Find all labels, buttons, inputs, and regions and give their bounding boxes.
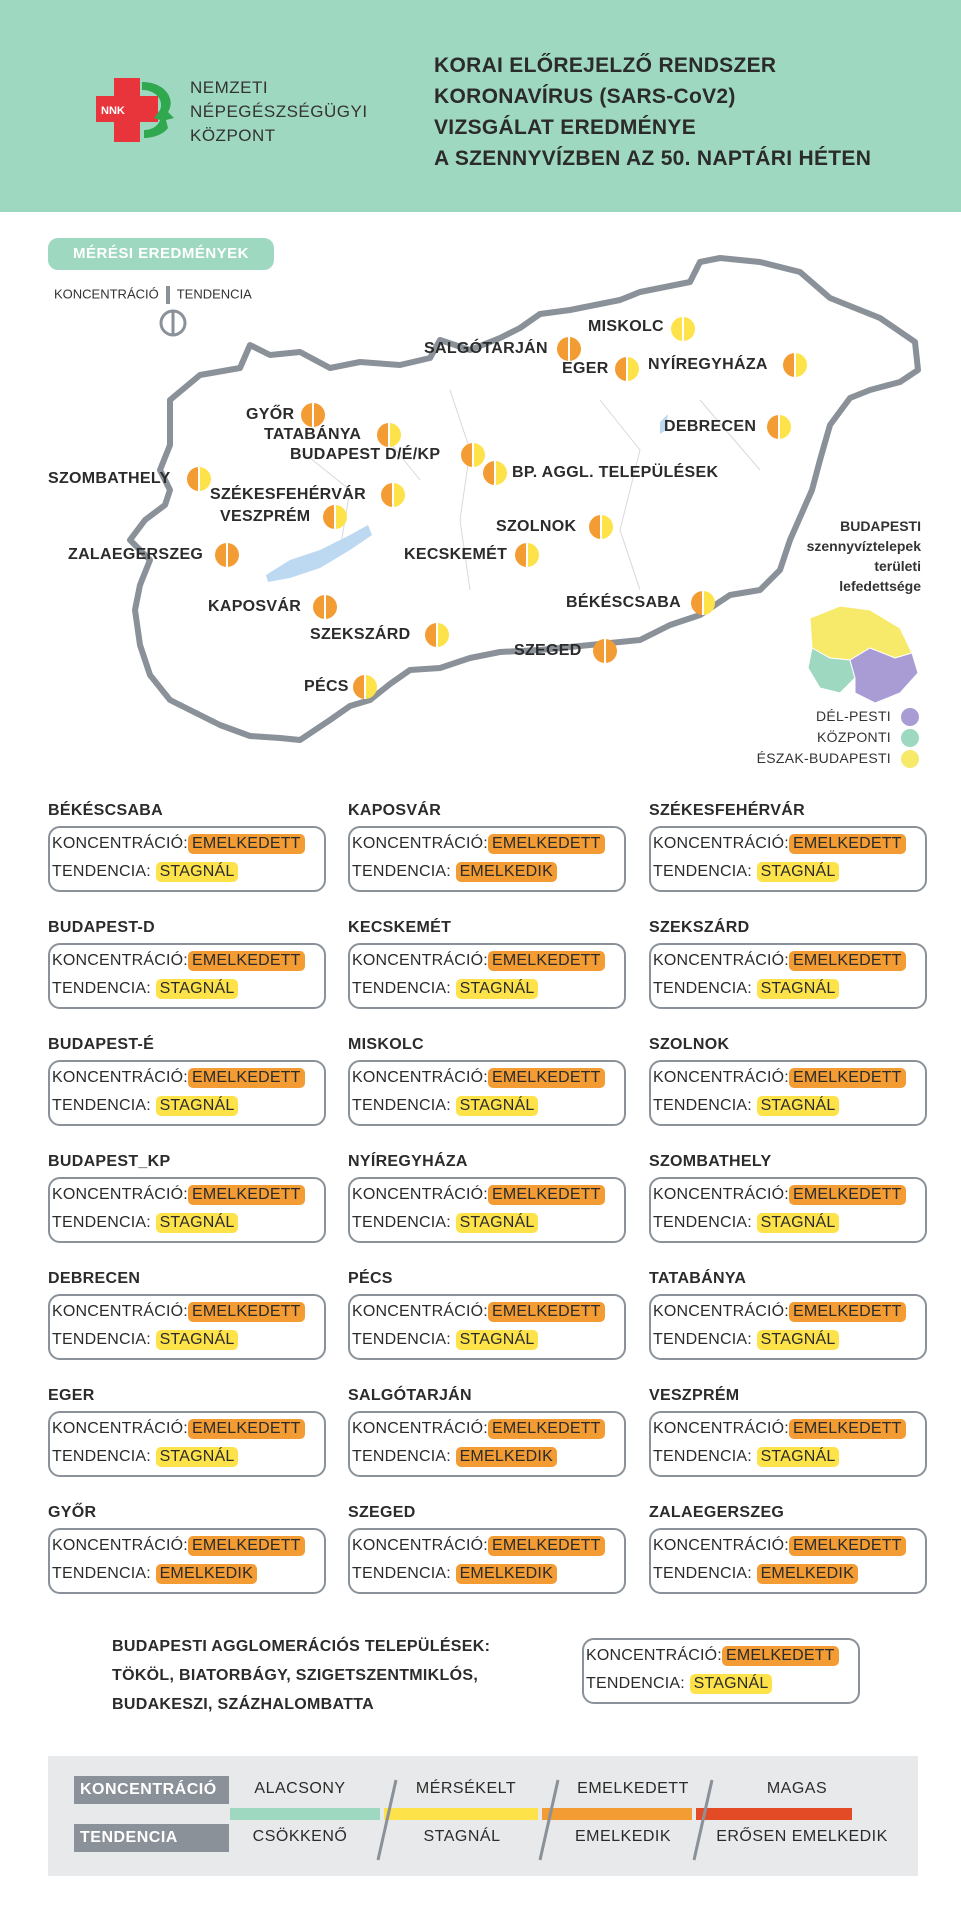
concentration-label: KONCENTRÁCIÓ:: [52, 1537, 188, 1554]
bp-title-line: területi: [874, 558, 921, 574]
aggl-line: BUDAPESTI AGGLOMERÁCIÓS TELEPÜLÉSEK:: [112, 1638, 491, 1655]
city-result-card: [48, 1177, 326, 1243]
concentration-row: [52, 834, 305, 854]
concentration-label: KONCENTRÁCIÓ:: [352, 1303, 488, 1320]
agglomeration-settlements: [112, 1632, 490, 1719]
concentration-row: [352, 1068, 605, 1088]
card-city-title: PÉCS: [348, 1270, 393, 1287]
tendency-row: [653, 1564, 858, 1584]
tendency-label: TENDENCIA:: [653, 1097, 752, 1114]
city-result-card: [48, 1528, 326, 1594]
aggl-line: TÖKÖL, BIATORBÁGY, SZIGETSZENTMIKLÓS,: [112, 1667, 479, 1684]
tendency-label: TENDENCIA:: [352, 1331, 451, 1348]
agglomeration-card: [582, 1638, 860, 1704]
org-line: KÖZPONT: [190, 126, 276, 145]
tendency-label: TENDENCIA:: [52, 980, 151, 997]
city-result-card: [48, 1294, 326, 1360]
map-city-label: KAPOSVÁR: [208, 598, 302, 615]
map-status-dot-icon: [690, 590, 716, 616]
concentration-value: EMELKEDETT: [188, 1419, 305, 1439]
concentration-value: EMELKEDETT: [789, 834, 906, 854]
tendency-label: TENDENCIA:: [352, 863, 451, 880]
map-status-dot-icon: [352, 674, 378, 700]
map-city-label: ZALAEGERSZEG: [68, 546, 204, 563]
org-line: NÉPEGÉSZSÉGÜGYI: [190, 102, 368, 121]
concentration-row: [653, 834, 906, 854]
tendency-row: [586, 1674, 772, 1694]
tendency-label: TENDENCIA:: [653, 863, 752, 880]
tendency-label: TENDENCIA:: [653, 1331, 752, 1348]
tendency-value: STAGNÁL: [757, 862, 840, 882]
city-result-card: [649, 1294, 927, 1360]
tendency-value: STAGNÁL: [456, 1330, 539, 1350]
concentration-row: [52, 951, 305, 971]
map-status-dot-icon: [588, 514, 614, 540]
concentration-label: KONCENTRÁCIÓ:: [52, 1420, 188, 1437]
city-result-card: [348, 826, 626, 892]
budapest-coverage-title: [807, 516, 921, 596]
scale-tendency-decreasing: CSÖKKENŐ: [252, 1828, 348, 1845]
tendency-row: [52, 979, 238, 999]
scale-concentration-label: KONCENTRÁCIÓ: [74, 1776, 229, 1804]
concentration-label: KONCENTRÁCIÓ:: [352, 1186, 488, 1203]
district-label: KÖZPONTI: [817, 729, 891, 745]
concentration-label: KONCENTRÁCIÓ:: [52, 1186, 188, 1203]
concentration-label: KONCENTRÁCIÓ:: [586, 1647, 722, 1664]
city-result-card: [348, 1060, 626, 1126]
city-result-card: [348, 1528, 626, 1594]
tendency-row: [653, 862, 839, 882]
tendency-value: STAGNÁL: [456, 979, 539, 999]
tendency-label: TENDENCIA:: [52, 863, 151, 880]
tendency-label: TENDENCIA:: [653, 1448, 752, 1465]
tendency-row: [653, 1096, 839, 1116]
map-city-label: SZEKSZÁRD: [310, 626, 411, 643]
tendency-row: [352, 979, 538, 999]
tendency-row: [52, 1213, 238, 1233]
title-line: KORONAVÍRUS (SARS-CoV2): [434, 85, 736, 108]
map-city-label: MISKOLC: [588, 318, 664, 335]
district-label: ÉSZAK-BUDAPESTI: [756, 750, 891, 766]
scale-dividers: [48, 1756, 918, 1876]
card-city-title: BÉKÉSCSABA: [48, 802, 164, 819]
map-status-dot-icon: [214, 542, 240, 568]
card-city-title: EGER: [48, 1387, 95, 1404]
tendency-label: TENDENCIA:: [352, 1448, 451, 1465]
city-result-card: [649, 1177, 927, 1243]
tendency-value: EMELKEDIK: [456, 862, 557, 882]
map-status-dot-icon: [670, 316, 696, 342]
concentration-label: KONCENTRÁCIÓ:: [352, 835, 488, 852]
concentration-label: KONCENTRÁCIÓ:: [52, 835, 188, 852]
card-city-title: SZEKSZÁRD: [649, 919, 750, 936]
map-city-label: BÉKÉSCSABA: [566, 594, 682, 611]
city-result-card: [348, 1177, 626, 1243]
tendency-label: TENDENCIA:: [352, 980, 451, 997]
concentration-value: EMELKEDETT: [488, 1536, 605, 1556]
tendency-row: [352, 1213, 538, 1233]
concentration-label: KONCENTRÁCIÓ:: [653, 952, 789, 969]
card-city-title: KECSKEMÉT: [348, 919, 452, 936]
organization-name: [190, 76, 368, 148]
map-city-label: SZOMBATHELY: [48, 470, 171, 487]
map-status-dot-icon: [782, 352, 808, 378]
scale-level-moderate: MÉRSÉKELT: [415, 1780, 517, 1797]
card-city-title: TATABÁNYA: [649, 1270, 747, 1287]
card-city-title: SALGÓTARJÁN: [348, 1387, 472, 1404]
tendency-row: [653, 1213, 839, 1233]
tendency-value: STAGNÁL: [156, 979, 239, 999]
map-status-dot-icon: [322, 504, 348, 530]
tendency-value: EMELKEDIK: [757, 1564, 858, 1584]
balaton-lake: [266, 525, 372, 582]
map-city-label: GYŐR: [246, 406, 295, 423]
concentration-label: KONCENTRÁCIÓ:: [653, 1420, 789, 1437]
tendency-label: TENDENCIA:: [352, 1214, 451, 1231]
scale-tendency-label: TENDENCIA: [74, 1824, 229, 1852]
scale-tendency-increasing: EMELKEDIK: [574, 1828, 672, 1845]
tendency-row: [352, 1564, 557, 1584]
concentration-value: EMELKEDETT: [789, 1068, 906, 1088]
concentration-label: KONCENTRÁCIÓ:: [653, 1303, 789, 1320]
concentration-value: EMELKEDETT: [789, 951, 906, 971]
concentration-row: [653, 1185, 906, 1205]
scale-level-elevated: EMELKEDETT: [577, 1780, 689, 1797]
map-status-dot-icon: [186, 466, 212, 492]
map-status-dot-icon: [380, 482, 406, 508]
city-result-card: [348, 1294, 626, 1360]
legend-separator: [166, 286, 170, 304]
bp-title-line: BUDAPESTI: [840, 518, 921, 534]
concentration-row: [653, 1302, 906, 1322]
legend-tendency-label: TENDENCIA: [176, 286, 252, 302]
title-line: KORAI ELŐREJELZŐ RENDSZER: [434, 54, 777, 77]
district-label: DÉL-PESTI: [815, 708, 891, 724]
concentration-value: EMELKEDETT: [188, 834, 305, 854]
concentration-row: [52, 1185, 305, 1205]
map-city-label: BUDAPEST D/É/KP: [290, 446, 441, 463]
card-city-title: SZOLNOK: [649, 1036, 730, 1053]
tendency-row: [653, 979, 839, 999]
city-result-card: [649, 943, 927, 1009]
concentration-label: KONCENTRÁCIÓ:: [653, 1069, 789, 1086]
map-city-label: DEBRECEN: [664, 418, 757, 435]
concentration-value: EMELKEDETT: [188, 1302, 305, 1322]
concentration-value: EMELKEDETT: [488, 1419, 605, 1439]
aggl-line: BUDAKESZI, SZÁZHALOMBATTA: [112, 1696, 374, 1713]
concentration-row: [352, 951, 605, 971]
scale-level-low: ALACSONY: [254, 1780, 346, 1797]
concentration-row: [352, 1302, 605, 1322]
card-city-title: BUDAPEST-D: [48, 919, 156, 936]
concentration-label: KONCENTRÁCIÓ:: [352, 1420, 488, 1437]
map-status-dot-icon: [766, 414, 792, 440]
tendency-row: [52, 1564, 257, 1584]
map-city-label: VESZPRÉM: [220, 508, 311, 525]
tendency-row: [52, 862, 238, 882]
map-city-label: KECSKEMÉT: [404, 546, 508, 563]
concentration-value: EMELKEDETT: [789, 1536, 906, 1556]
concentration-row: [52, 1068, 305, 1088]
tendency-row: [352, 862, 557, 882]
concentration-label: KONCENTRÁCIÓ:: [52, 952, 188, 969]
tendency-value: STAGNÁL: [757, 1447, 840, 1467]
tendency-label: TENDENCIA:: [52, 1331, 151, 1348]
city-result-card: [649, 1528, 927, 1594]
tendency-row: [352, 1447, 557, 1467]
concentration-value: EMELKEDETT: [188, 1068, 305, 1088]
city-result-card: [649, 1411, 927, 1477]
title-line: VIZSGÁLAT EREDMÉNYE: [434, 116, 696, 139]
scale-level-high: MAGAS: [766, 1780, 828, 1797]
tendency-row: [52, 1330, 238, 1350]
tendency-value: STAGNÁL: [456, 1096, 539, 1116]
tendency-value: STAGNÁL: [757, 1330, 840, 1350]
concentration-label: KONCENTRÁCIÓ:: [352, 952, 488, 969]
tendency-label: TENDENCIA:: [52, 1565, 151, 1582]
tendency-row: [52, 1447, 238, 1467]
tendency-label: TENDENCIA:: [52, 1097, 151, 1114]
tendency-label: TENDENCIA:: [653, 1565, 752, 1582]
tendency-value: STAGNÁL: [156, 1096, 239, 1116]
tendency-value: STAGNÁL: [456, 1213, 539, 1233]
tendency-value: EMELKEDIK: [156, 1564, 257, 1584]
page-title: [434, 50, 871, 174]
district-észak-budapesti: [757, 750, 919, 768]
map-city-label: SZEGED: [514, 642, 582, 659]
city-result-card: [48, 826, 326, 892]
tendency-row: [352, 1330, 538, 1350]
bp-title-line: szennyvíztelepek: [806, 538, 921, 554]
map-city-label: SALGÓTARJÁN: [424, 340, 548, 357]
city-result-card: [649, 826, 927, 892]
concentration-tendency-legend: [54, 286, 252, 304]
concentration-row: [352, 1536, 605, 1556]
concentration-row: [653, 1536, 906, 1556]
city-result-card: [48, 943, 326, 1009]
card-city-title: ZALAEGERSZEG: [649, 1504, 785, 1521]
card-city-title: SZOMBATHELY: [649, 1153, 772, 1170]
map-city-label: NYÍREGYHÁZA: [648, 356, 768, 373]
concentration-value: EMELKEDETT: [789, 1419, 906, 1439]
district-color-dot: [901, 750, 919, 768]
concentration-label: KONCENTRÁCIÓ:: [352, 1537, 488, 1554]
bp-title-line: lefedettsége: [839, 578, 921, 594]
map-status-dot-icon: [592, 638, 618, 664]
org-line: NEMZETI: [190, 78, 269, 97]
legend-split-circle-icon: [158, 308, 188, 338]
tendency-label: TENDENCIA:: [653, 980, 752, 997]
card-city-title: BUDAPEST-É: [48, 1036, 155, 1053]
tendency-value: STAGNÁL: [757, 979, 840, 999]
district-color-dot: [901, 729, 919, 747]
tendency-value: STAGNÁL: [156, 862, 239, 882]
card-city-title: GYŐR: [48, 1504, 97, 1521]
header-banner: [0, 0, 961, 212]
map-status-dot-icon: [300, 402, 326, 428]
concentration-row: [52, 1536, 305, 1556]
tendency-row: [352, 1096, 538, 1116]
district-color-dot: [901, 708, 919, 726]
map-status-dot-icon: [376, 422, 402, 448]
concentration-row: [653, 951, 906, 971]
tendency-label: TENDENCIA:: [352, 1565, 451, 1582]
map-city-label: BP. AGGL. TELEPÜLÉSEK: [512, 464, 719, 481]
card-city-title: DEBRECEN: [48, 1270, 141, 1287]
concentration-row: [653, 1068, 906, 1088]
concentration-value: EMELKEDETT: [488, 1068, 605, 1088]
tendency-row: [653, 1447, 839, 1467]
concentration-value: EMELKEDETT: [188, 951, 305, 971]
district-központi: [817, 729, 919, 747]
concentration-row: [52, 1302, 305, 1322]
tendency-value: STAGNÁL: [757, 1096, 840, 1116]
tendency-value: STAGNÁL: [690, 1674, 773, 1694]
concentration-value: EMELKEDETT: [488, 951, 605, 971]
concentration-value: EMELKEDETT: [488, 1185, 605, 1205]
concentration-value: EMELKEDETT: [188, 1185, 305, 1205]
concentration-value: EMELKEDETT: [789, 1185, 906, 1205]
concentration-value: EMELKEDETT: [488, 834, 605, 854]
concentration-value: EMELKEDETT: [488, 1302, 605, 1322]
map-status-dot-icon: [424, 622, 450, 648]
card-city-title: SZEGED: [348, 1504, 416, 1521]
tendency-label: TENDENCIA:: [653, 1214, 752, 1231]
tendency-value: STAGNÁL: [156, 1213, 239, 1233]
concentration-value: EMELKEDETT: [789, 1302, 906, 1322]
concentration-row: [352, 1185, 605, 1205]
scale-legend: [48, 1756, 918, 1876]
city-result-card: [348, 943, 626, 1009]
map-status-dot-icon: [482, 460, 508, 486]
tendency-value: EMELKEDIK: [456, 1564, 557, 1584]
tendency-row: [653, 1330, 839, 1350]
tendency-value: EMELKEDIK: [456, 1447, 557, 1467]
concentration-row: [586, 1646, 839, 1666]
map-status-dot-icon: [556, 336, 582, 362]
nnk-logo-icon: [96, 78, 182, 142]
scale-tendency-stagnant: STAGNÁL: [423, 1828, 501, 1845]
tendency-label: TENDENCIA:: [52, 1448, 151, 1465]
card-city-title: MISKOLC: [348, 1036, 424, 1053]
concentration-value: EMELKEDETT: [188, 1536, 305, 1556]
city-result-card: [649, 1060, 927, 1126]
map-city-label: EGER: [562, 360, 609, 377]
tendency-value: STAGNÁL: [757, 1213, 840, 1233]
city-result-card: [48, 1060, 326, 1126]
concentration-label: KONCENTRÁCIÓ:: [653, 1186, 789, 1203]
concentration-row: [352, 1419, 605, 1439]
concentration-row: [52, 1419, 305, 1439]
card-city-title: VESZPRÉM: [649, 1387, 740, 1404]
city-result-card: [348, 1411, 626, 1477]
concentration-row: [352, 834, 605, 854]
tendency-label: TENDENCIA:: [52, 1214, 151, 1231]
tendency-value: STAGNÁL: [156, 1330, 239, 1350]
map-city-label: SZÉKESFEHÉRVÁR: [210, 486, 366, 503]
budapest-district-map: [800, 598, 920, 708]
concentration-label: KONCENTRÁCIÓ:: [653, 835, 789, 852]
card-city-title: SZÉKESFEHÉRVÁR: [649, 802, 805, 819]
tendency-label: TENDENCIA:: [586, 1675, 685, 1692]
measurement-results-pill: MÉRÉSI EREDMÉNYEK: [48, 238, 274, 270]
district-dél-pesti: [816, 708, 919, 726]
map-status-dot-icon: [514, 542, 540, 568]
city-result-card: [48, 1411, 326, 1477]
concentration-label: KONCENTRÁCIÓ:: [653, 1537, 789, 1554]
concentration-value: EMELKEDETT: [722, 1646, 839, 1666]
scale-tendency-strongly-increasing: ERŐSEN EMELKEDIK: [716, 1828, 888, 1845]
tendency-row: [52, 1096, 238, 1116]
concentration-row: [653, 1419, 906, 1439]
legend-concentration-label: KONCENTRÁCIÓ: [54, 286, 159, 302]
map-city-label: SZOLNOK: [496, 518, 577, 535]
title-line: A SZENNYVÍZBEN AZ 50. NAPTÁRI HÉTEN: [434, 147, 872, 170]
tendency-value: STAGNÁL: [156, 1447, 239, 1467]
map-city-label: TATABÁNYA: [264, 426, 362, 443]
concentration-label: KONCENTRÁCIÓ:: [352, 1069, 488, 1086]
tendency-label: TENDENCIA:: [352, 1097, 451, 1114]
map-city-label: PÉCS: [304, 678, 349, 695]
concentration-label: KONCENTRÁCIÓ:: [52, 1303, 188, 1320]
card-city-title: NYÍREGYHÁZA: [348, 1153, 468, 1170]
map-status-dot-icon: [614, 356, 640, 382]
map-status-dot-icon: [312, 594, 338, 620]
card-city-title: BUDAPEST_KP: [48, 1153, 171, 1170]
card-city-title: KAPOSVÁR: [348, 802, 442, 819]
svg-text:NNK: NNK: [101, 105, 125, 117]
concentration-label: KONCENTRÁCIÓ:: [52, 1069, 188, 1086]
